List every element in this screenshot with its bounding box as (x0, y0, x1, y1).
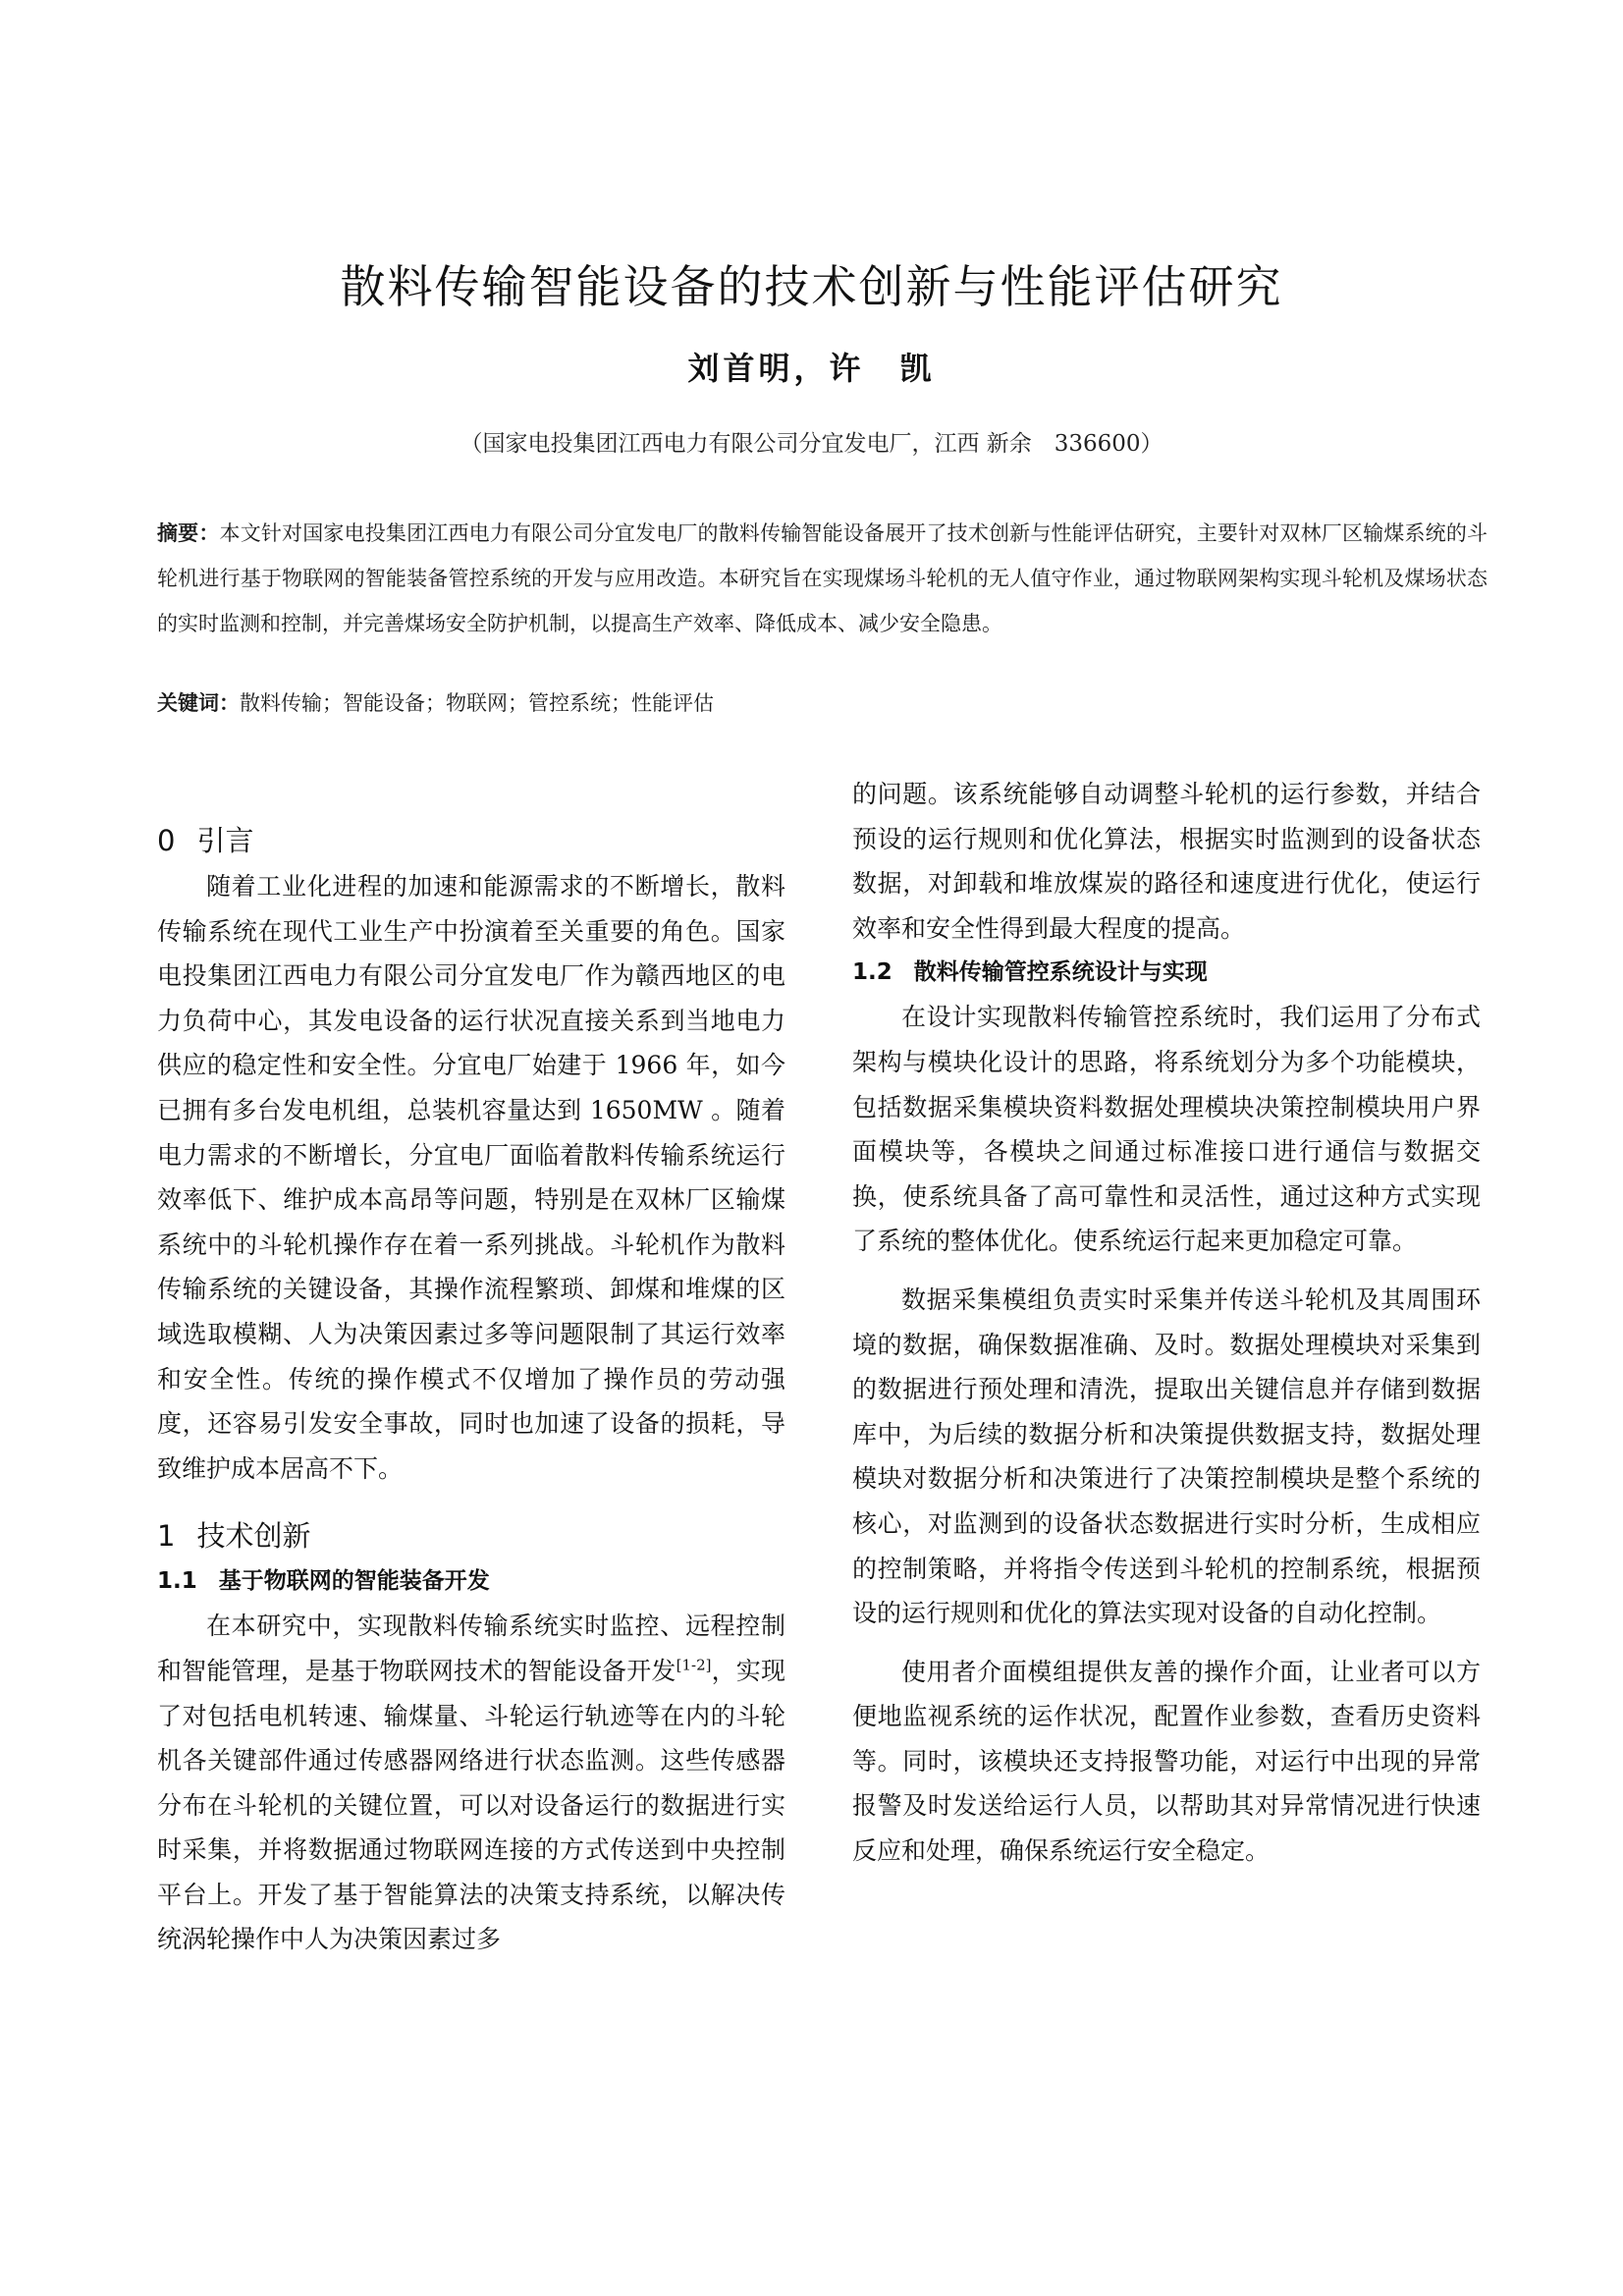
section-number: 0 (157, 824, 176, 857)
section-1-1-paragraph (157, 1604, 785, 1962)
keywords (157, 683, 1488, 723)
section-number: 1 (157, 1519, 176, 1554)
right-column (852, 772, 1481, 1874)
subsection-number: 1.2 (852, 959, 893, 986)
subsection-title: 基于物联网的智能装备开发 (218, 1568, 490, 1595)
left-column (157, 817, 785, 1962)
ui-module-paragraph: 使用者介面模组提供友善的操作介面，让业者可以方便地监视系统的运作状况，配置作业参数，查看历史资料等。同时，该模块还支持报警功能，对运行中出现的异常报警及时发送给运行人员，以帮助其对异常情况进行快速反应和处理，确保系统运行安全稳定。 (852, 1657, 1481, 1866)
abstract (157, 511, 1488, 646)
abstract-label: 摘要： (157, 521, 220, 545)
paper-affiliation: （国家电投集团江西电力有限公司分宜发电厂，江西 新余 336600） (460, 431, 1163, 457)
paper-title: 散料传输智能设备的技术创新与性能评估研究 (340, 260, 1283, 313)
section-title: 技术创新 (196, 1519, 311, 1554)
subsection-heading-1-1 (157, 1559, 785, 1604)
keywords-text: 散料传输；智能设备；物联网；管控系统；性能评估 (240, 691, 714, 715)
section-title: 引言 (196, 824, 254, 857)
system-design-paragraph: 在设计实现散料传输管控系统时，我们运用了分布式架构与模块化设计的思路，将系统划分为多个功能模块，包括数据采集模块资料数据处理模块决策控制模块用户界面模块等，各模块之间通过标准接口进行通信与数据交换，使系统具备了高可靠性和灵活性，通过这种方式实现了系统的整体优化。使系统运行起来更加稳定可靠。 (852, 1003, 1481, 1256)
data-modules-paragraph: 数据采集模组负责实时采集并传送斗轮机及其周围环境的数据，确保数据准确、及时。数据处理模块对采集到的数据进行预处理和清洗，提取出关键信息并存储到数据库中，为后续的数据分析和决策提供数据支持，数据处理模块对数据分析和决策进行了决策控制模块是整个系统的核心，对监测到的设备状态数据进行实时分析，生成相应的控制策略，并将指令传送到斗轮机的控制系统，根据预设的运行规则和优化的算法实现对设备的自动化控制。 (852, 1285, 1481, 1628)
continued-paragraph: 的问题。该系统能够自动调整斗轮机的运行参数，并结合预设的运行规则和优化算法，根据实时监测到的设备状态数据，对卸载和堆放煤炭的路径和速度进行优化，使运行效率和安全性得到最大程度的提高。 (852, 780, 1481, 943)
section-heading-innovation (157, 1512, 785, 1559)
paragraph-text: ，实现了对包括电机转速、输煤量、斗轮运行轨迹等在内的斗轮机各关键部件通过传感器网络进行状态监测。这些传感器分布在斗轮机的关键位置，可以对设备运行的数据进行实时采集，并将数据通过物联网连接的方式传送到中央控制平台上。开发了基于智能算法的决策支持系统，以解决传统涡轮操作中人为决策因素过多 (157, 1656, 785, 1954)
paragraph-text: 在本研究中，实现散料传输系统实时监控、远程控制和智能管理，是基于物联网技术的智能设备开发 (157, 1612, 785, 1685)
keywords-label: 关键词： (157, 691, 240, 715)
subsection-number: 1.1 (157, 1568, 197, 1595)
section-heading-intro (157, 817, 785, 864)
intro-paragraph: 随着工业化进程的加速和能源需求的不断增长，散料传输系统在现代工业生产中扮演着至关重要的角色。国家电投集团江西电力有限公司分宜发电厂作为赣西地区的电力负荷中心，其发电设备的运行状况直接关系到当地电力供应的稳定性和安全性。分宜电厂始建于 1966 年，如今已拥有多台发电机组，总装机容量达到 1650MW 。随着电力需求的不断增长，分宜电厂面临着散料传输系统运行效率低下、维护成本高昂等问题，特别是在双林厂区输煤系统中的斗轮机操作存在着一系列挑战。斗轮机作为散料传输系统的关键设备，其操作流程繁琐、卸煤和堆煤的区域选取模糊、人为决策因素过多等问题限制了其运行效率和安全性。传统的操作模式不仅增加了操作员的劳动强度，还容易引发安全事故，同时也加速了设备的损耗，导致维护成本居高不下。 (157, 872, 785, 1483)
paper-authors: 刘首明，许 凯 (687, 350, 936, 387)
citation-ref[interactable]: [1-2] (676, 1656, 712, 1674)
abstract-text: 本文针对国家电投集团江西电力有限公司分宜发电厂的散料传输智能设备展开了技术创新与性能评估研究，主要针对双林厂区输煤系统的斗轮机进行基于物联网的智能装备管控系统的开发与应用改造。本研究旨在实现煤场斗轮机的无人值守作业，通过物联网架构实现斗轮机及煤场状态的实时监测和控制，并完善煤场安全防护机制，以提高生产效率、降低成本、减少安全隐患。 (157, 521, 1488, 635)
subsection-title: 散料传输管控系统设计与实现 (913, 959, 1208, 986)
subsection-heading-1-2 (852, 951, 1481, 995)
